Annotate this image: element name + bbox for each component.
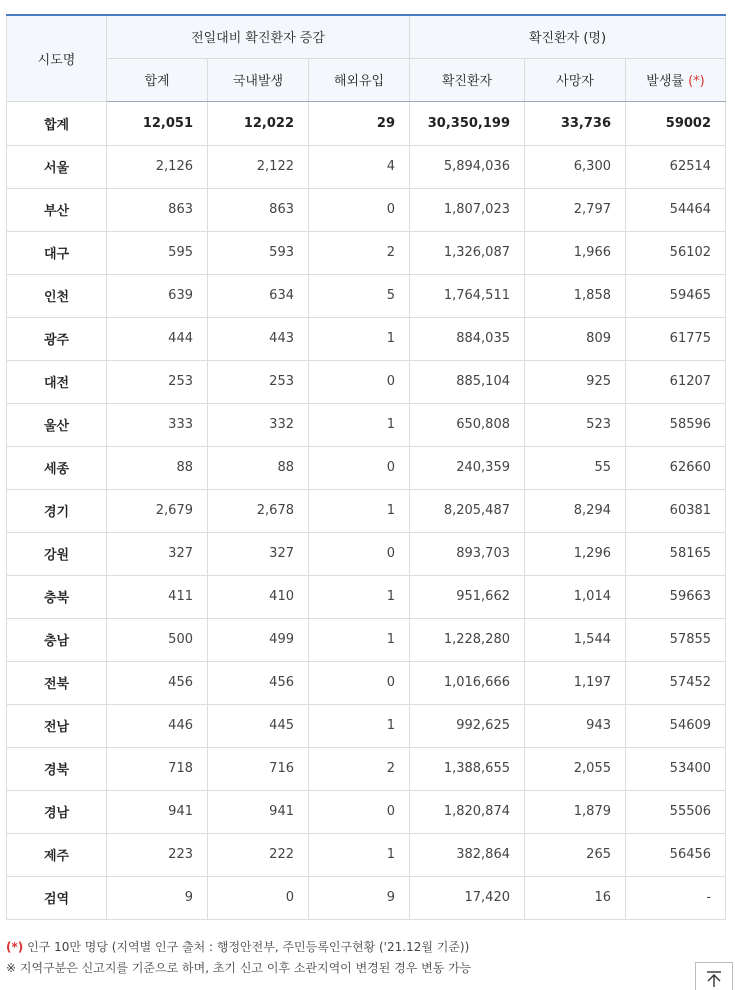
overseas-cell: 1 — [309, 618, 410, 661]
overseas-cell: 4 — [309, 145, 410, 188]
sum-cell: 2,126 — [107, 145, 208, 188]
table-row — [7, 188, 726, 231]
deaths-cell: 2,055 — [525, 747, 626, 790]
sum-cell: 444 — [107, 317, 208, 360]
rate-cell: 61207 — [626, 360, 726, 403]
overseas-cell: 0 — [309, 790, 410, 833]
total-region-cell: 합계 — [7, 101, 107, 145]
domestic-cell: 456 — [208, 661, 309, 704]
rate-cell: 57452 — [626, 661, 726, 704]
sum-cell: 9 — [107, 876, 208, 919]
deaths-cell: 55 — [525, 446, 626, 489]
sum-cell: 327 — [107, 532, 208, 575]
rate-header-marker: (*) — [688, 74, 705, 89]
overseas-cell: 2 — [309, 747, 410, 790]
confirmed-cell: 951,662 — [410, 575, 525, 618]
overseas-cell: 0 — [309, 188, 410, 231]
scroll-to-top-button[interactable] — [695, 962, 733, 990]
region-cell: 전남 — [7, 704, 107, 747]
region-cell: 서울 — [7, 145, 107, 188]
overseas-cell: 1 — [309, 317, 410, 360]
confirmed-cell: 5,894,036 — [410, 145, 525, 188]
domestic-cell: 941 — [208, 790, 309, 833]
overseas-cell: 1 — [309, 575, 410, 618]
overseas-cell: 1 — [309, 403, 410, 446]
sum-cell: 500 — [107, 618, 208, 661]
region-cell: 제주 — [7, 833, 107, 876]
footnotes — [6, 937, 471, 979]
sum-cell: 253 — [107, 360, 208, 403]
table-header — [7, 15, 726, 101]
region-cell: 부산 — [7, 188, 107, 231]
region-cell: 전북 — [7, 661, 107, 704]
region-cell: 충남 — [7, 618, 107, 661]
sum-cell: 639 — [107, 274, 208, 317]
confirmed-column-header: 확진환자 — [410, 58, 525, 101]
overseas-cell: 5 — [309, 274, 410, 317]
confirmed-cell: 1,807,023 — [410, 188, 525, 231]
rate-cell: 62514 — [626, 145, 726, 188]
rate-column-header — [626, 58, 726, 101]
domestic-cell: 634 — [208, 274, 309, 317]
footnote-rate — [6, 937, 471, 958]
overseas-cell: 0 — [309, 661, 410, 704]
domestic-cell: 716 — [208, 747, 309, 790]
table-row — [7, 790, 726, 833]
sum-cell: 333 — [107, 403, 208, 446]
domestic-cell: 863 — [208, 188, 309, 231]
deaths-cell: 925 — [525, 360, 626, 403]
rate-cell: 61775 — [626, 317, 726, 360]
rate-cell: 60381 — [626, 489, 726, 532]
covid-stats-table — [6, 14, 726, 920]
confirmed-cell: 1,016,666 — [410, 661, 525, 704]
region-cell: 검역 — [7, 876, 107, 919]
deaths-cell: 16 — [525, 876, 626, 919]
region-cell: 울산 — [7, 403, 107, 446]
rate-cell: 54464 — [626, 188, 726, 231]
confirmed-cell: 1,228,280 — [410, 618, 525, 661]
table-row — [7, 661, 726, 704]
region-cell: 경남 — [7, 790, 107, 833]
table-row — [7, 532, 726, 575]
table-row — [7, 747, 726, 790]
domestic-cell: 253 — [208, 360, 309, 403]
arrow-up-to-top-icon — [704, 969, 724, 989]
sum-column-header: 합계 — [107, 58, 208, 101]
confirmed-cell: 885,104 — [410, 360, 525, 403]
overseas-cell: 0 — [309, 360, 410, 403]
confirmed-cell: 1,388,655 — [410, 747, 525, 790]
footnote-rate-marker: (*) — [6, 940, 24, 954]
rate-cell: 56456 — [626, 833, 726, 876]
region-cell: 인천 — [7, 274, 107, 317]
domestic-cell: 88 — [208, 446, 309, 489]
domestic-cell: 0 — [208, 876, 309, 919]
overseas-cell: 1 — [309, 833, 410, 876]
domestic-cell: 2,122 — [208, 145, 309, 188]
sum-cell: 863 — [107, 188, 208, 231]
table-row — [7, 360, 726, 403]
confirmed-cell: 650,808 — [410, 403, 525, 446]
rate-cell: 55506 — [626, 790, 726, 833]
rate-cell: 54609 — [626, 704, 726, 747]
deaths-column-header: 사망자 — [525, 58, 626, 101]
total-row — [7, 101, 726, 145]
domestic-cell: 445 — [208, 704, 309, 747]
region-cell: 세종 — [7, 446, 107, 489]
confirmed-cell: 1,326,087 — [410, 231, 525, 274]
deaths-cell: 1,014 — [525, 575, 626, 618]
domestic-cell: 410 — [208, 575, 309, 618]
table-row — [7, 317, 726, 360]
confirmed-group-header: 확진환자 (명) — [410, 15, 726, 58]
rate-cell: 59465 — [626, 274, 726, 317]
region-cell: 경기 — [7, 489, 107, 532]
rate-cell: 57855 — [626, 618, 726, 661]
deaths-cell: 809 — [525, 317, 626, 360]
deaths-cell: 1,858 — [525, 274, 626, 317]
sum-cell: 88 — [107, 446, 208, 489]
region-cell: 충북 — [7, 575, 107, 618]
deaths-cell: 943 — [525, 704, 626, 747]
rate-cell: 56102 — [626, 231, 726, 274]
confirmed-cell: 1,820,874 — [410, 790, 525, 833]
table-row — [7, 446, 726, 489]
rate-cell: 53400 — [626, 747, 726, 790]
confirmed-cell: 1,764,511 — [410, 274, 525, 317]
sum-cell: 2,679 — [107, 489, 208, 532]
domestic-cell: 593 — [208, 231, 309, 274]
table-row — [7, 704, 726, 747]
domestic-cell: 332 — [208, 403, 309, 446]
overseas-column-header: 해외유입 — [309, 58, 410, 101]
overseas-cell: 1 — [309, 489, 410, 532]
sum-cell: 223 — [107, 833, 208, 876]
table-row — [7, 489, 726, 532]
domestic-cell: 443 — [208, 317, 309, 360]
footnote-region: ※ 지역구분은 신고지를 기준으로 하며, 초기 신고 이후 소관지역이 변경된 경우 변동 가능 — [6, 961, 472, 975]
table-row — [7, 575, 726, 618]
footnote-rate-text: 인구 10만 명당 (지역별 인구 출처 : 행정안전부, 주민등록인구현황 ('21.12월 기준)) — [23, 940, 470, 954]
table-body — [7, 101, 726, 919]
deaths-cell: 1,966 — [525, 231, 626, 274]
region-cell: 대구 — [7, 231, 107, 274]
region-cell: 경북 — [7, 747, 107, 790]
deaths-cell: 1,197 — [525, 661, 626, 704]
deaths-cell: 523 — [525, 403, 626, 446]
confirmed-cell: 17,420 — [410, 876, 525, 919]
deaths-cell: 8,294 — [525, 489, 626, 532]
sum-cell: 411 — [107, 575, 208, 618]
deaths-cell: 1,879 — [525, 790, 626, 833]
rate-header-label: 발생률 — [646, 74, 684, 89]
region-column-header: 시도명 — [7, 15, 107, 101]
table-row — [7, 274, 726, 317]
daily-change-group-header: 전일대비 확진환자 증감 — [107, 15, 410, 58]
overseas-cell: 0 — [309, 446, 410, 489]
total-confirmed-cell: 30,350,199 — [410, 101, 525, 145]
rate-cell: - — [626, 876, 726, 919]
domestic-cell: 499 — [208, 618, 309, 661]
total-deaths-cell: 33,736 — [525, 101, 626, 145]
table-row — [7, 231, 726, 274]
overseas-cell: 2 — [309, 231, 410, 274]
confirmed-cell: 992,625 — [410, 704, 525, 747]
total-sum-cell: 12,051 — [107, 101, 208, 145]
confirmed-cell: 240,359 — [410, 446, 525, 489]
region-cell: 강원 — [7, 532, 107, 575]
total-overseas-cell: 29 — [309, 101, 410, 145]
domestic-cell: 222 — [208, 833, 309, 876]
total-rate-cell: 59002 — [626, 101, 726, 145]
sum-cell: 941 — [107, 790, 208, 833]
sum-cell: 718 — [107, 747, 208, 790]
table-row — [7, 833, 726, 876]
table-row — [7, 618, 726, 661]
deaths-cell: 1,296 — [525, 532, 626, 575]
confirmed-cell: 382,864 — [410, 833, 525, 876]
total-domestic-cell: 12,022 — [208, 101, 309, 145]
confirmed-cell: 8,205,487 — [410, 489, 525, 532]
confirmed-cell: 884,035 — [410, 317, 525, 360]
deaths-cell: 1,544 — [525, 618, 626, 661]
deaths-cell: 265 — [525, 833, 626, 876]
table-row — [7, 403, 726, 446]
confirmed-cell: 893,703 — [410, 532, 525, 575]
overseas-cell: 0 — [309, 532, 410, 575]
domestic-cell: 2,678 — [208, 489, 309, 532]
table-row — [7, 145, 726, 188]
rate-cell: 59663 — [626, 575, 726, 618]
deaths-cell: 2,797 — [525, 188, 626, 231]
region-cell: 대전 — [7, 360, 107, 403]
sum-cell: 446 — [107, 704, 208, 747]
domestic-column-header: 국내발생 — [208, 58, 309, 101]
table-row — [7, 876, 726, 919]
sum-cell: 456 — [107, 661, 208, 704]
overseas-cell: 1 — [309, 704, 410, 747]
sum-cell: 595 — [107, 231, 208, 274]
deaths-cell: 6,300 — [525, 145, 626, 188]
rate-cell: 58596 — [626, 403, 726, 446]
rate-cell: 62660 — [626, 446, 726, 489]
domestic-cell: 327 — [208, 532, 309, 575]
rate-cell: 58165 — [626, 532, 726, 575]
overseas-cell: 9 — [309, 876, 410, 919]
region-cell: 광주 — [7, 317, 107, 360]
